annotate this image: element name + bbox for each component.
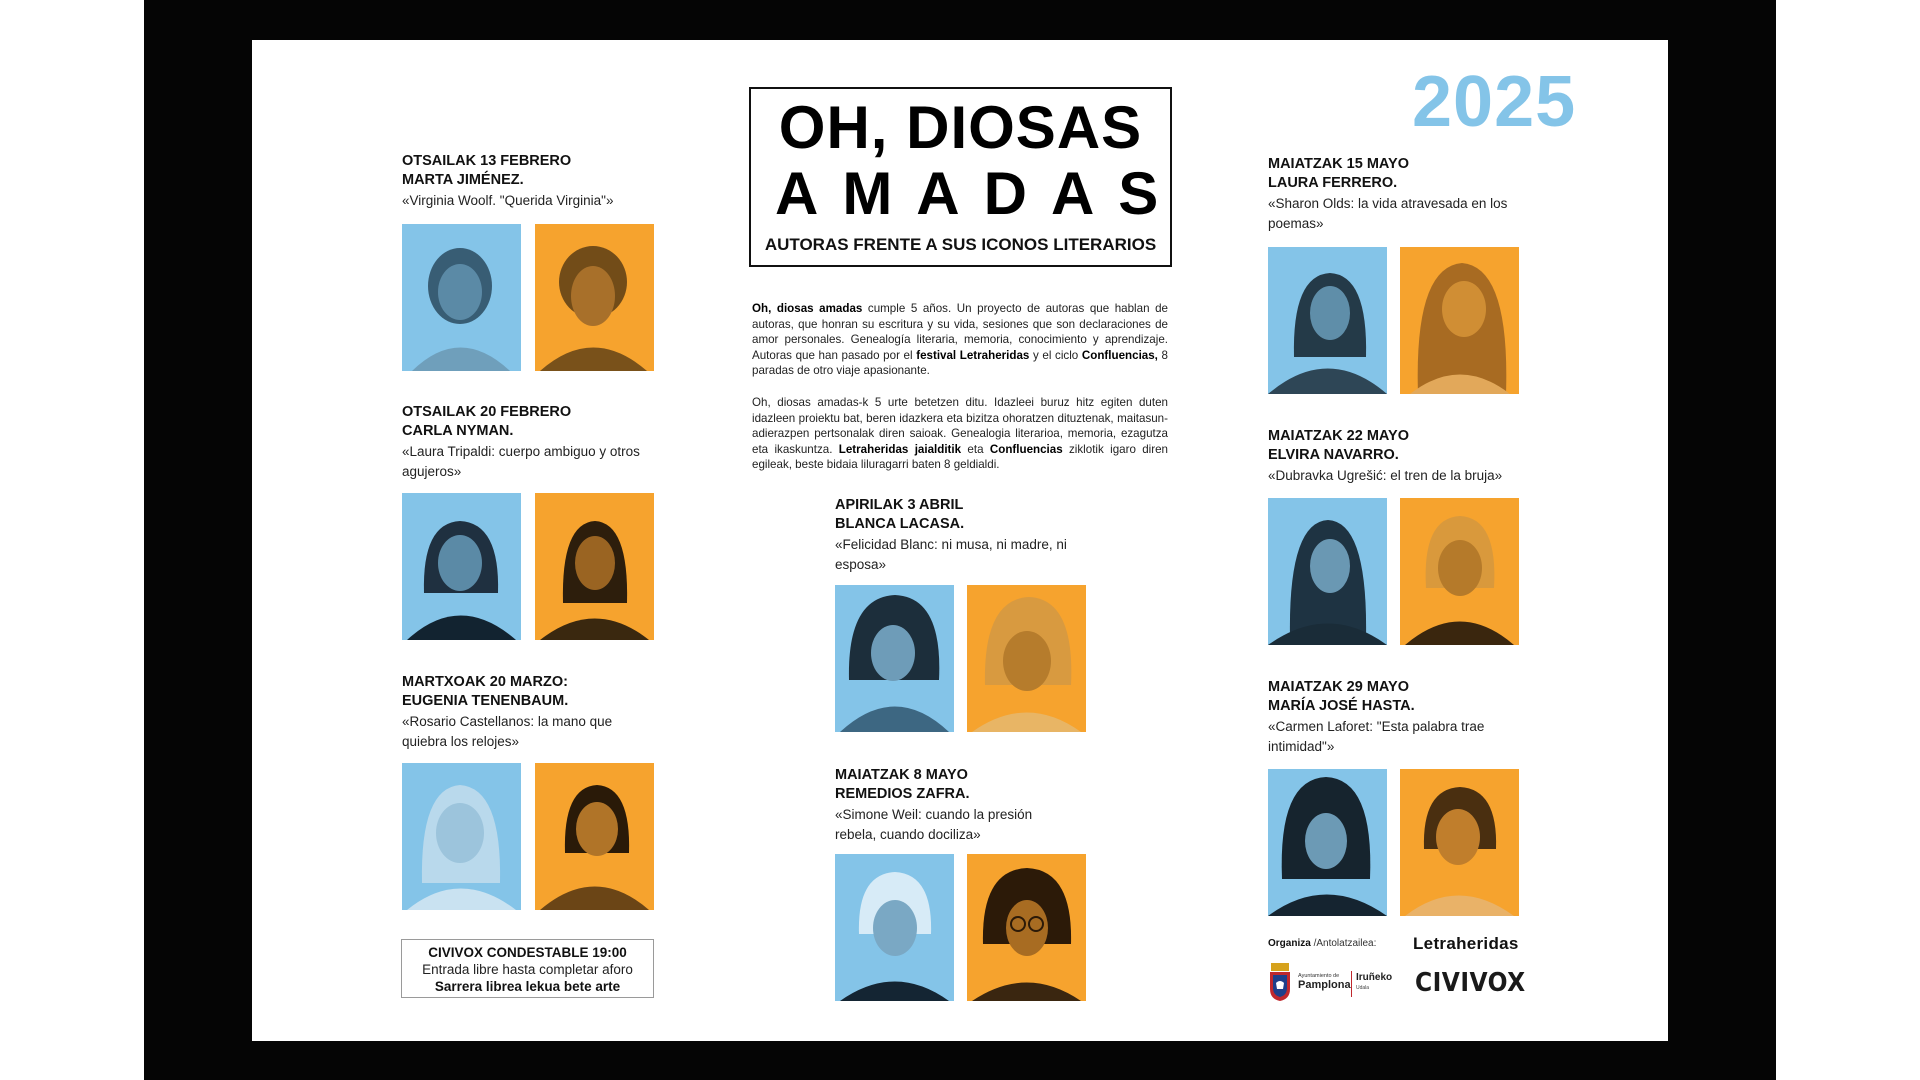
icon-photo	[535, 224, 654, 371]
event-topic: «Laura Tripaldi: cuerpo ambiguo y otros agujeros»	[402, 444, 640, 479]
event-date: MAIATZAK 8 MAYO	[835, 767, 968, 783]
portrait-icon	[967, 854, 1086, 1001]
venue-info-box	[401, 939, 654, 998]
event-topic: «Sharon Olds: la vida atravesada en los poemas»	[1268, 196, 1508, 231]
organizers-label-rest: /Antolatzailea:	[1310, 938, 1377, 949]
event-block	[1268, 427, 1518, 486]
event-author: CARLA NYMAN.	[402, 423, 514, 439]
intro-es-text-3: 8 paradas de otro viaje apasionante.	[752, 348, 1168, 378]
pamplona-ayto: Ayuntamiento de	[1298, 973, 1340, 979]
portrait-icon	[1400, 498, 1519, 645]
iruneko-name: Iruñeko	[1356, 972, 1393, 983]
event-author: LAURA FERRERO.	[1268, 175, 1398, 191]
author-photo	[402, 763, 521, 910]
title-line-1: OH, DIOSAS	[778, 94, 1143, 161]
event-topic: «Felicidad Blanc: ni musa, ni madre, ni esposa»	[835, 537, 1067, 572]
subtitle: AUTORAS FRENTE A SUS ICONOS LITERARIOS	[764, 235, 1157, 254]
intro-eu-text-3: ziklotik igaro diren egileak, beste bidaia liluragarri baten 8 geldialdi.	[752, 442, 1168, 472]
pamplona-separator	[1351, 971, 1352, 997]
intro-es-bold-3: Confluencias,	[1081, 348, 1158, 362]
author-photo	[835, 854, 954, 1001]
author-photo	[402, 493, 521, 640]
event-topic: «Carmen Laforet: "Esta palabra trae intimidad"»	[1268, 719, 1485, 754]
event-block	[1268, 155, 1518, 233]
author-photo	[1268, 769, 1387, 916]
pamplona-name: Pamplona	[1298, 979, 1351, 991]
year-label: 2025	[1412, 62, 1577, 142]
event-date: OTSAILAK 20 FEBRERO	[402, 404, 572, 420]
event-block	[835, 496, 1085, 574]
intro-eu-bold-2: Confluencias	[989, 442, 1063, 456]
venue-entry-eu: Sarrera librea lekua bete arte	[434, 979, 621, 994]
event-author: EUGENIA TENENBAUM.	[402, 693, 569, 709]
portrait-icon	[535, 763, 654, 910]
event-author: MARTA JIMÉNEZ.	[402, 172, 524, 188]
icon-photo	[535, 763, 654, 910]
icon-photo	[1400, 769, 1519, 916]
intro-paragraph-es	[752, 301, 1168, 379]
intro-es-text-1: cumple 5 años. Un proyecto de autoras que hablan de autoras, que honran su escritura y su vida, sesiones que son declaraciones de amor personales. Genealogía literaria, memoria, conocimiento y aprendizaje. Autoras que han pasado por el	[752, 302, 1168, 362]
event-date: OTSAILAK 13 FEBRERO	[402, 153, 572, 169]
pamplona-crest-icon	[1268, 963, 1292, 1001]
portrait-icon	[1400, 247, 1519, 394]
event-date: MAIATZAK 29 MAYO	[1268, 679, 1409, 695]
organizers-label	[1268, 938, 1376, 949]
title-box	[749, 87, 1183, 267]
portrait-icon	[402, 224, 521, 371]
icon-photo	[1400, 247, 1519, 394]
event-author: BLANCA LACASA.	[835, 516, 965, 532]
icon-photo	[967, 854, 1086, 1001]
author-photo	[1268, 498, 1387, 645]
udala-label: Udala	[1356, 985, 1370, 991]
author-photo	[835, 585, 954, 732]
event-date: APIRILAK 3 ABRIL	[835, 497, 964, 513]
event-topic: «Virginia Woolf. "Querida Virginia"»	[402, 193, 614, 208]
author-photo	[1268, 247, 1387, 394]
icon-photo	[535, 493, 654, 640]
letraheridas-logo: Letraheridas	[1413, 934, 1519, 953]
portrait-icon	[1268, 247, 1387, 394]
event-block	[402, 403, 652, 481]
event-author: MARÍA JOSÉ HASTA.	[1268, 698, 1415, 714]
portrait-icon	[402, 763, 521, 910]
intro-es-text-2: y el ciclo	[1029, 348, 1082, 362]
event-author: REMEDIOS ZAFRA.	[835, 786, 970, 802]
event-block	[402, 673, 652, 751]
venue-entry-es: Entrada libre hasta completar aforo	[422, 962, 633, 977]
portrait-icon	[535, 224, 654, 371]
venue-name-time: CIVIVOX CONDESTABLE 19:00	[428, 945, 627, 960]
event-block	[835, 766, 1085, 844]
civivox-logo: CIVIVOX	[1415, 968, 1526, 998]
event-block	[402, 152, 652, 211]
event-date: MARTXOAK 20 MARZO:	[402, 674, 568, 690]
intro-eu-bold-1: Letraheridas jaialditik	[838, 442, 962, 456]
intro-es-bold-2: festival Letraheridas	[916, 348, 1030, 362]
intro-es-bold-1: Oh, diosas amadas	[752, 302, 863, 315]
intro-eu-text-1: Oh, diosas amadas-k 5 urte betetzen ditu. Idazleei buruz hitz egiten duten idazleen proiektu bat, beren idazkera eta bizitza ohoratzen dituztenak, maitasun-adierazpen pertsonalak diren saioak. Genealogia literarioa, memoria, ezagutza eta ikaskuntza.	[752, 396, 1168, 456]
event-topic: «Dubravka Ugrešić: el tren de la bruja»	[1268, 468, 1503, 483]
portrait-icon	[835, 854, 954, 1001]
event-author: ELVIRA NAVARRO.	[1268, 447, 1399, 463]
portrait-icon	[402, 493, 521, 640]
portrait-icon	[1268, 769, 1387, 916]
event-topic: «Simone Weil: cuando la presión rebela, cuando dociliza»	[835, 807, 1033, 842]
pamplona-logo	[1268, 963, 1398, 1003]
intro-eu-text-2: eta	[961, 442, 990, 456]
event-date: MAIATZAK 15 MAYO	[1268, 156, 1409, 172]
event-block	[1268, 678, 1518, 756]
portrait-icon	[535, 493, 654, 640]
portrait-icon	[1268, 498, 1387, 645]
icon-photo	[1400, 498, 1519, 645]
portrait-icon	[835, 585, 954, 732]
intro-paragraph-eu	[752, 395, 1168, 473]
portrait-icon	[1400, 769, 1519, 916]
icon-photo	[967, 585, 1086, 732]
portrait-icon	[967, 585, 1086, 732]
event-date: MAIATZAK 22 MAYO	[1268, 428, 1409, 444]
event-topic: «Rosario Castellanos: la mano que quiebra los relojes»	[402, 714, 613, 749]
author-photo	[402, 224, 521, 371]
organizers-label-bold: Organiza	[1268, 938, 1311, 949]
title-line-2: AMADAS	[775, 160, 1183, 227]
